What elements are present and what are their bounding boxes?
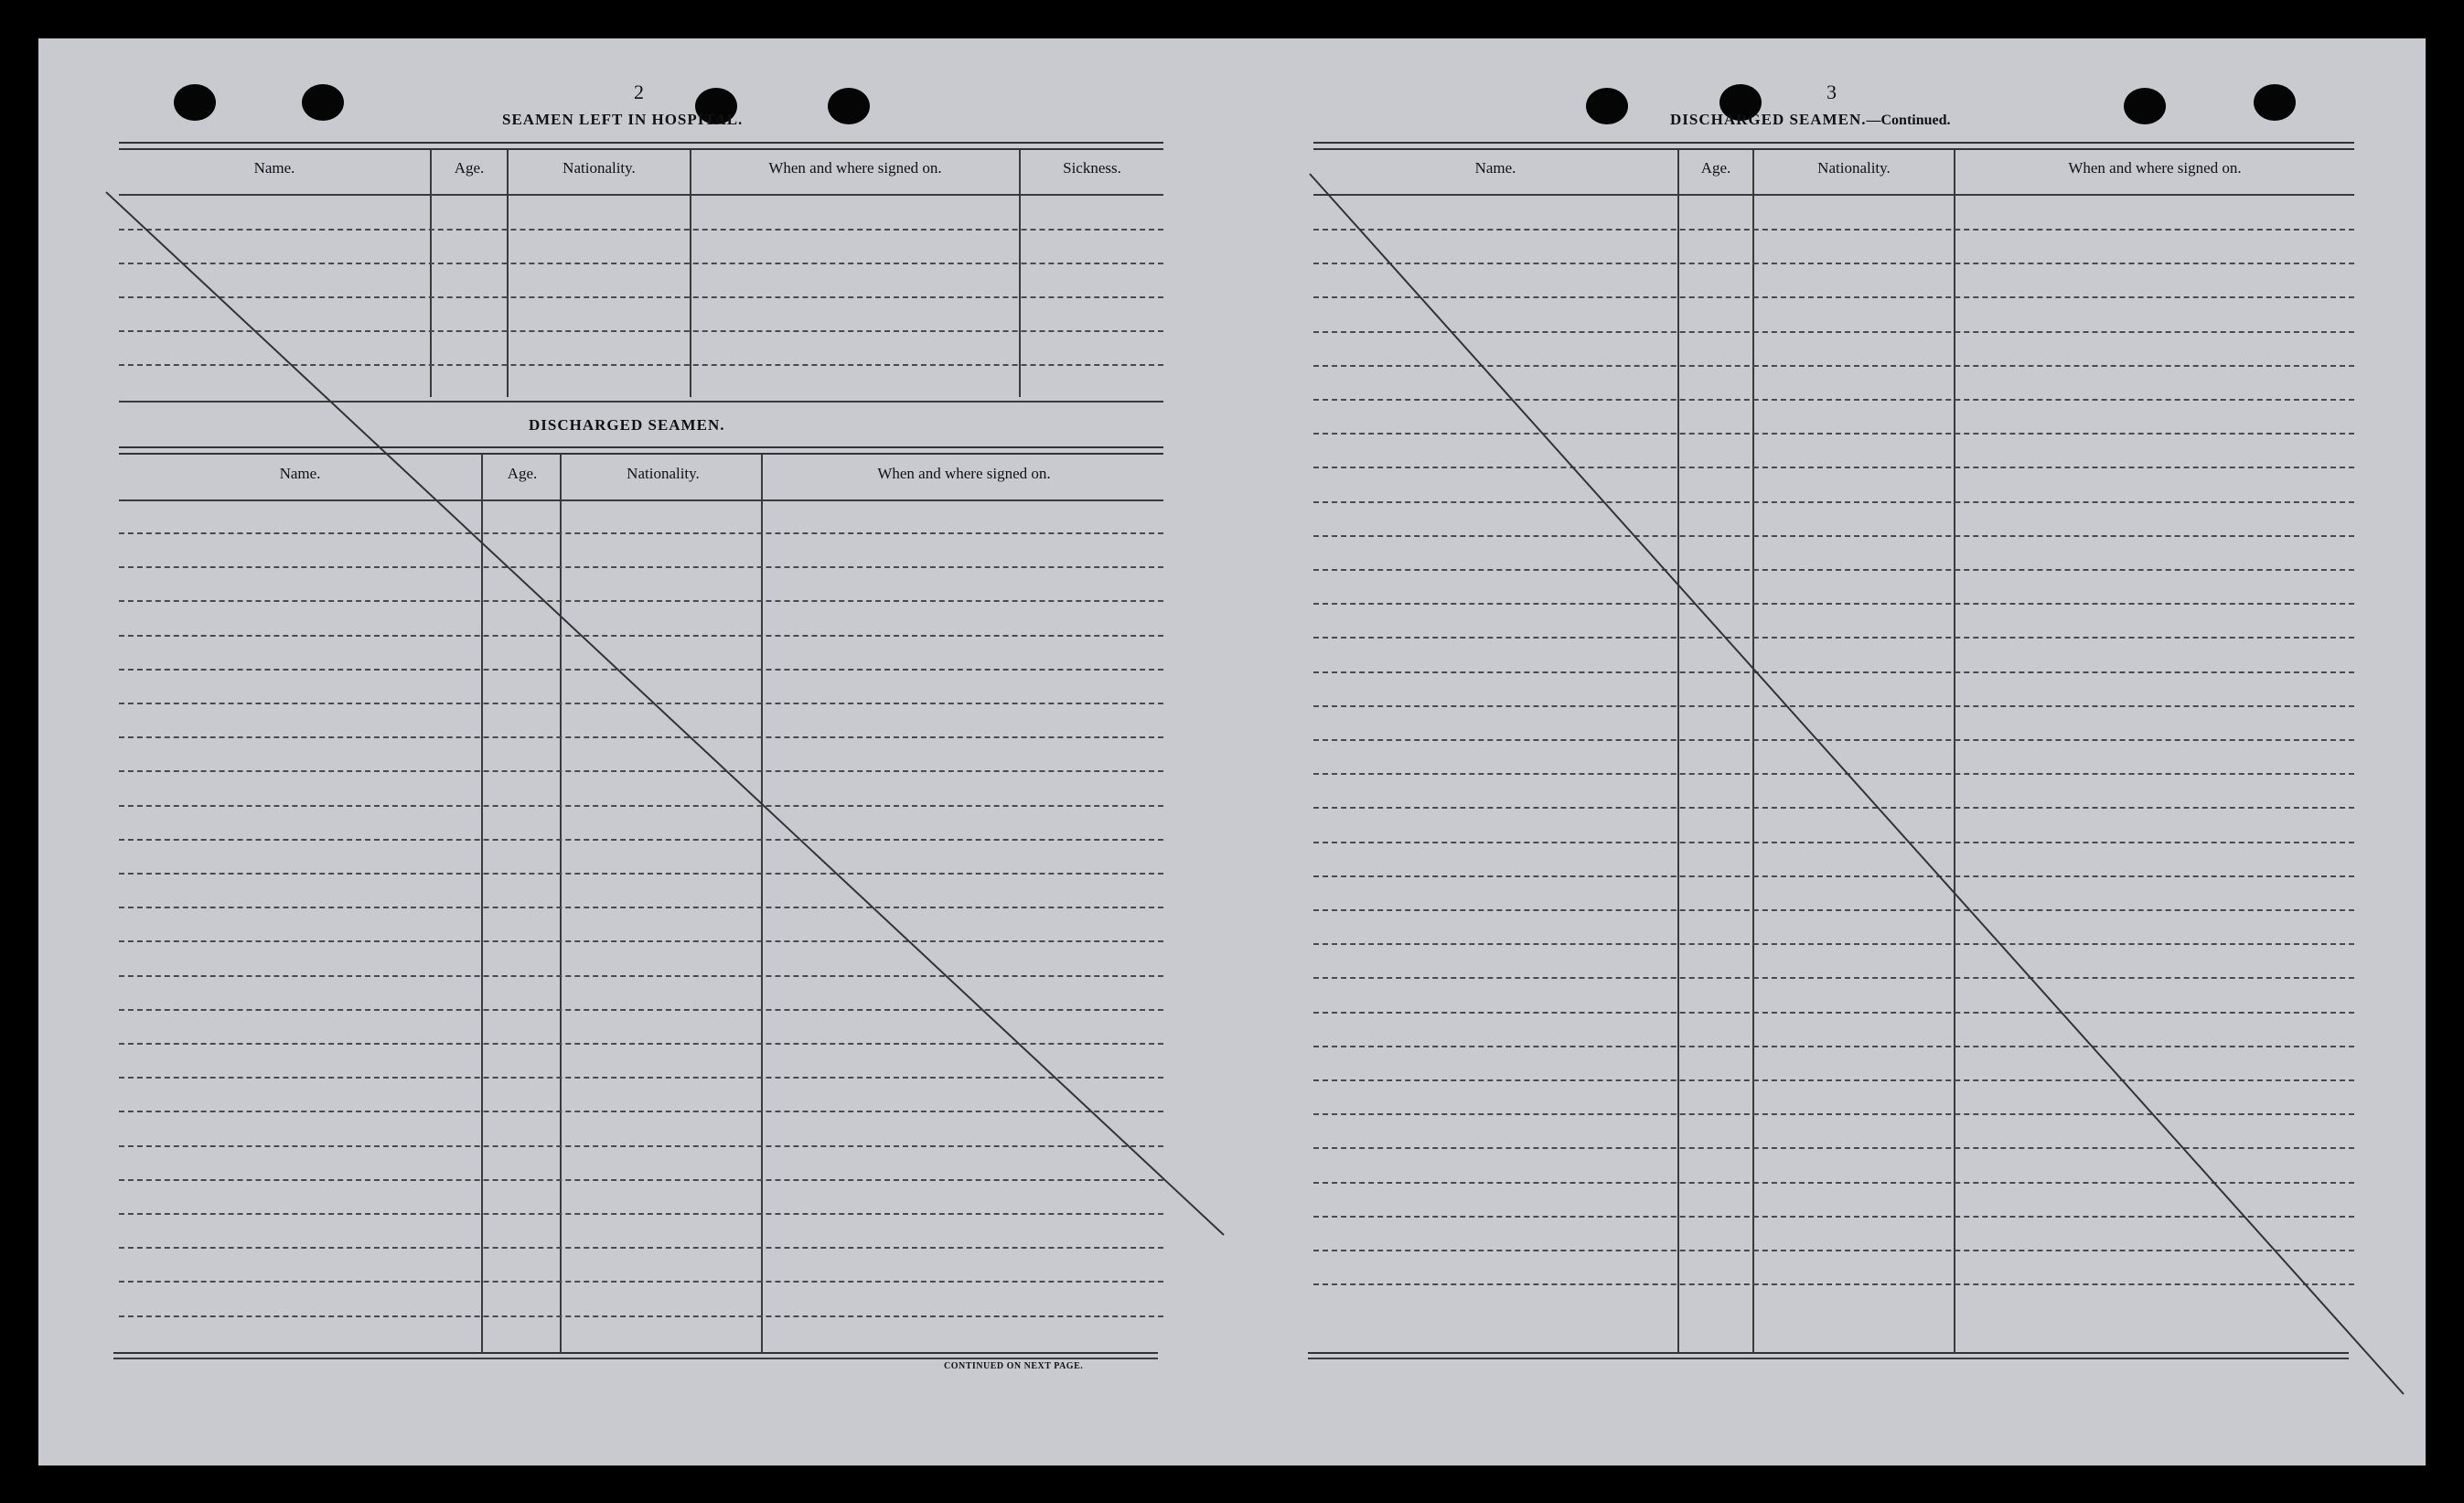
right-page-number: 3	[1827, 81, 1837, 103]
discharged-section-title: DISCHARGED SEAMEN.	[529, 416, 725, 434]
right-col-age: Age.	[1700, 159, 1731, 177]
discharged-col-age: Age.	[507, 465, 538, 482]
right-title-main: DISCHARGED SEAMEN.	[1670, 111, 1867, 128]
right-col-signed-on: When and where signed on.	[2068, 159, 2242, 177]
left-cancel-stroke	[106, 192, 1224, 1235]
discharged-col-nationality: Nationality.	[627, 465, 700, 482]
hospital-col-signed-on: When and where signed on.	[768, 159, 942, 177]
continued-note: CONTINUED ON NEXT PAGE.	[944, 1361, 1084, 1371]
hospital-section-title: SEAMEN LEFT IN HOSPITAL.	[502, 111, 744, 128]
hospital-col-name: Name.	[253, 159, 295, 177]
hospital-col-sickness: Sickness.	[1063, 159, 1121, 177]
discharged-col-signed-on: When and where signed on.	[877, 465, 1051, 482]
hospital-col-nationality: Nationality.	[562, 159, 636, 177]
right-col-nationality: Nationality.	[1817, 159, 1891, 177]
right-col-name: Name.	[1474, 159, 1516, 177]
hospital-col-age: Age.	[454, 159, 485, 177]
right-title-suffix: —Continued.	[1866, 113, 1951, 128]
discharged-col-name: Name.	[279, 465, 321, 482]
left-page-number: 2	[634, 81, 644, 103]
right-cancel-stroke	[1310, 174, 2404, 1394]
